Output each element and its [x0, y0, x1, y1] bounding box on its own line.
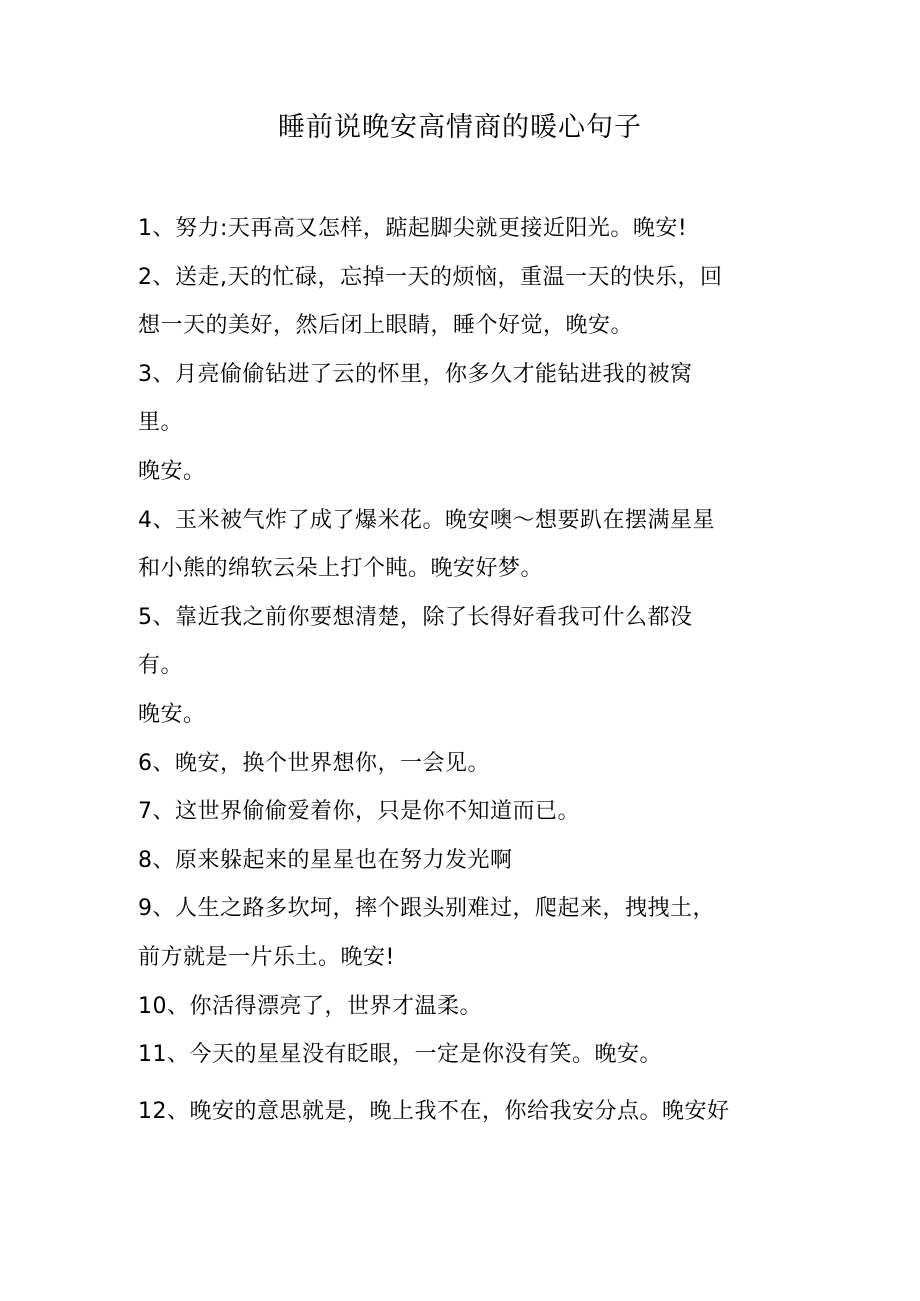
text-line: 6、晚安，换个世界想你，一会见。 [138, 750, 490, 776]
document-title: 睡前说晚安高情商的暖心句子 [278, 112, 642, 143]
document-body [138, 205, 788, 1136]
text-line: 晚安。 [138, 701, 206, 727]
text-line: 5、靠近我之前你要想清楚，除了长得好看我可什么都没 [138, 604, 693, 630]
text-line: 有。 [138, 653, 184, 679]
text-line: 9、人生之路多坎坷，摔个跟头别难过，爬起来，拽拽土， [138, 896, 715, 922]
text-line: 里。 [138, 410, 184, 436]
text-line: 4、玉米被气炸了成了爆米花。晚安噢～想要趴在摆满星星 [138, 507, 715, 533]
text-line: 3、月亮偷偷钻进了云的怀里，你多久才能钻进我的被窝 [138, 361, 693, 387]
text-line: 8、原来躲起来的星星也在努力发光啊 [138, 847, 513, 873]
text-line: 晚安。 [138, 458, 206, 484]
text-line: 12、晚安的意思就是，晚上我不在，你给我安分点。晚安好 [138, 1098, 730, 1124]
text-line: 10、你活得漂亮了，世界才温柔。 [138, 993, 482, 1019]
text-line: 和小熊的绵软云朵上打个盹。晚安好梦。 [138, 556, 544, 582]
text-line: 2、送走,天的忙碌，忘掉一天的烦恼，重温一天的快乐，回 [138, 264, 723, 290]
text-line: 1、努力:天再高又怎样，踮起脚尖就更接近阳光。晚安! [138, 216, 688, 241]
text-line: 11、今天的星星没有眨眼，一定是你没有笑。晚安。 [138, 1042, 662, 1068]
text-line: 想一天的美好，然后闭上眼睛，睡个好觉，晚安。 [138, 313, 634, 339]
text-line: 7、这世界偷偷爱着你，只是你不知道而已。 [138, 799, 580, 825]
text-line: 前方就是一片乐土。晚安! [138, 944, 395, 970]
